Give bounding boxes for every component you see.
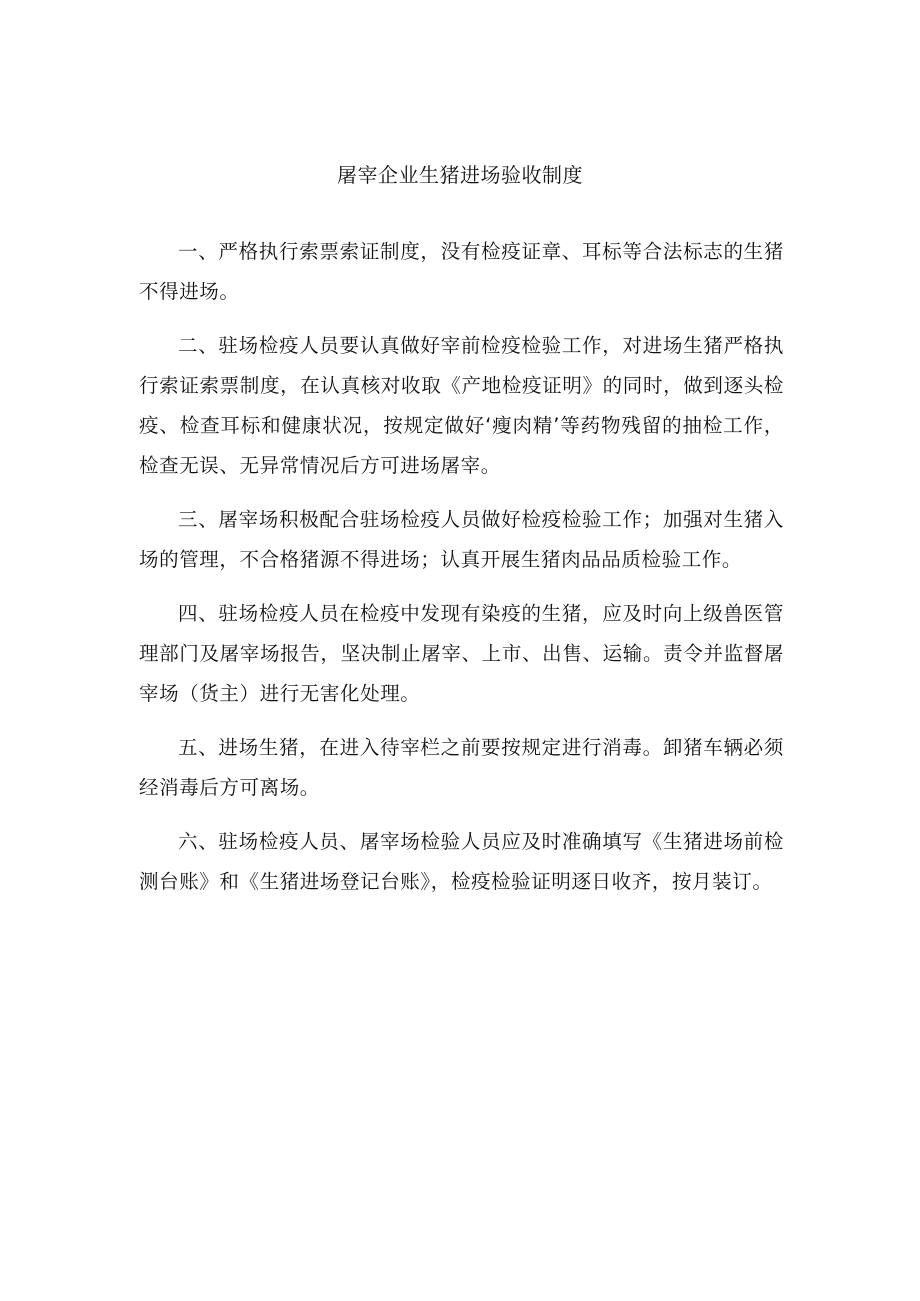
paragraph-2: 二、驻场检疫人员要认真做好宰前检疫检验工作，对进场生猪严格执行索证索票制度，在认真核对收取《产地检疫证明》的同时，做到逐头检疫、检查耳标和健康状况，按规定做好‘瘦肉精’等药物残留的抽检工作，检查无误、无异常情况后方可进场屠宰。 [139,334,784,477]
paragraph-1: 一、严格执行索票索证制度，没有检疫证章、耳标等合法标志的生猪不得进场。 [139,240,784,303]
paragraph-6: 六、驻场检疫人员、屠宰场检验人员应及时准确填写《生猪进场前检测台账》和《生猪进场登记台账》，检疫检验证明逐日收齐，按月装订。 [139,830,784,893]
document-body [139,232,784,916]
document-title: 屠宰企业生猪进场验收制度 [337,163,583,187]
paragraph-4: 四、驻场检疫人员在检疫中发现有染疫的生猪，应及时向上级兽医管理部门及屠宰场报告，坚决制止屠宰、上市、出售、运输。责令并监督屠宰场（货主）进行无害化处理。 [139,602,784,705]
paragraph-5: 五、进场生猪，在进入待宰栏之前要按规定进行消毒。卸猪车辆必须经消毒后方可离场。 [139,736,784,799]
paragraph-3: 三、屠宰场积极配合驻场检疫人员做好检疫检验工作；加强对生猪入场的管理，不合格猪源不得进场；认真开展生猪肉品品质检验工作。 [139,508,784,571]
